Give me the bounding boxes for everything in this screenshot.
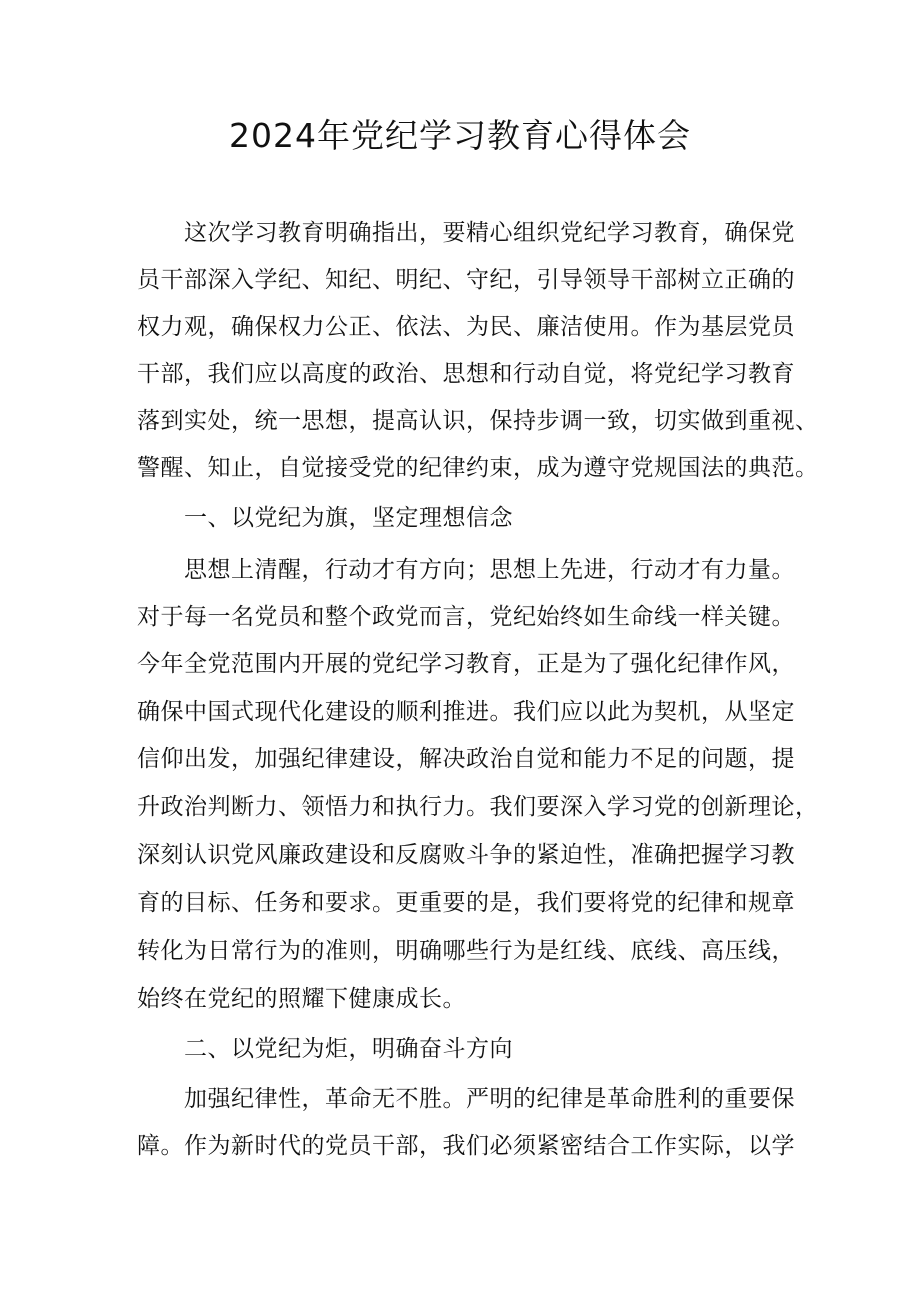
document-title: 2024年党纪学习教育心得体会 [229, 116, 691, 155]
paragraph-line: 升政治判断力、领悟力和执行力。我们要深入学习党的创新理论， [137, 794, 819, 820]
paragraph-line: 思想上清醒，行动才有方向；思想上先进，行动才有力量。 [184, 557, 795, 583]
paragraph-line: 信仰出发，加强纪律建设，解决政治自觉和能力不足的问题，提 [137, 746, 795, 772]
paragraph-line: 落到实处，统一思想，提高认识，保持步调一致，切实做到重视、 [137, 408, 819, 434]
paragraph-line: 育的目标、任务和要求。更重要的是，我们要将党的纪律和规章 [137, 890, 795, 916]
section-heading-1: 一、以党纪为旗，坚定理想信念 [184, 505, 513, 531]
paragraph-line: 始终在党纪的照耀下健康成长。 [137, 986, 466, 1012]
paragraph-line: 权力观，确保权力公正、依法、为民、廉洁使用。作为基层党员 [137, 314, 795, 340]
paragraph-line: 确保中国式现代化建设的顺利推进。我们应以此为契机，从坚定 [137, 699, 795, 725]
paragraph-line: 障。作为新时代的党员干部，我们必须紧密结合工作实际，以学 [137, 1133, 795, 1159]
section-heading-2: 二、以党纪为炬，明确奋斗方向 [184, 1036, 513, 1062]
paragraph-line: 这次学习教育明确指出，要精心组织党纪学习教育，确保党 [184, 220, 795, 246]
paragraph-line: 对于每一名党员和整个政党而言，党纪始终如生命线一样关键。 [137, 604, 795, 630]
paragraph-line: 深刻认识党风廉政建设和反腐败斗争的紧迫性，准确把握学习教 [137, 842, 795, 868]
paragraph-line: 员干部深入学纪、知纪、明纪、守纪，引导领导干部树立正确的 [137, 267, 795, 293]
paragraph-line: 今年全党范围内开展的党纪学习教育，正是为了强化纪律作风， [137, 651, 795, 677]
paragraph-line: 干部，我们应以高度的政治、思想和行动自觉，将党纪学习教育 [137, 361, 795, 387]
paragraph-line: 加强纪律性，革命无不胜。严明的纪律是革命胜利的重要保 [184, 1086, 795, 1112]
paragraph-line: 警醒、知止，自觉接受党的纪律约束，成为遵守党规国法的典范。 [137, 455, 819, 481]
paragraph-line: 转化为日常行为的准则，明确哪些行为是红线、底线、高压线， [137, 938, 795, 964]
